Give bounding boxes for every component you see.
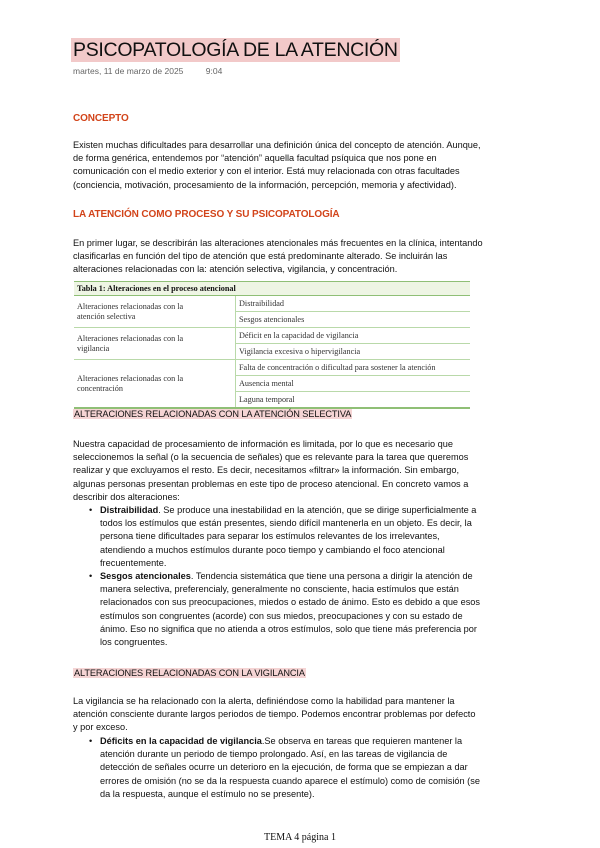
table-cell: Sesgos atencionales xyxy=(236,312,471,328)
text-line: La vigilancia se ha relacionado con la alerta, definiéndose como la habilidad para mantener la xyxy=(73,696,455,706)
table-group-label-line: vigilancia xyxy=(77,343,110,353)
heading-concepto: CONCEPTO xyxy=(73,113,129,124)
text-line: y por exceso. xyxy=(73,722,128,733)
table-cell: Ausencia mental xyxy=(236,376,471,392)
text-line: Existen muchas dificultades para desarrollar una definición única del concepto de atención. Aunque, xyxy=(73,140,481,150)
table-cell: Distraibilidad xyxy=(236,296,471,312)
table-group-label-line: Alteraciones relacionadas con la xyxy=(77,373,184,383)
page-footer: TEMA 4 página 1 xyxy=(264,832,336,843)
text-line: de forma genérica, entendemos por “atención” aquella facultad psíquica que nos pone en xyxy=(73,153,437,164)
heading-vigilancia: ALTERACIONES RELACIONADAS CON LA VIGILANCIA xyxy=(74,668,305,678)
text-line: atención consciente durante largos periodos de tiempo. Podemos encontrar problemas por defecto xyxy=(73,709,476,720)
text-line: . Tendencia sistemática que tiene una persona a dirigir la atención de xyxy=(190,571,473,582)
page-title: PSICOPATOLOGÍA DE LA ATENCIÓN xyxy=(73,39,398,61)
page-time: 9:04 xyxy=(205,66,223,76)
text-line: algunas personas presentan problemas en este tipo de proceso atencional. En concreto vamos a xyxy=(73,478,469,489)
table-group-label xyxy=(74,360,236,409)
table-group-label xyxy=(74,296,236,328)
text-line: . Se produce una inestabilidad en la atención, que se dirige superficialmente a xyxy=(158,505,477,515)
text-line: todos los estímulos que están presentes, siendo difícil mantenerla en un objeto. Es decir, la xyxy=(100,518,472,529)
text-line: realizar y que excluyamos el resto. Es decir, necesitamos «filtrar» la información. Sin embargo, xyxy=(73,465,460,476)
table-row xyxy=(74,360,470,376)
text-line: Nuestra capacidad de procesamiento de información es limitada, por lo que es necesario que xyxy=(73,439,453,449)
list-item xyxy=(100,570,550,649)
text-line: ánimo. Eso no significa que no atienda a otros estímulos, solo que tiene más preferencia por xyxy=(100,623,477,634)
table-group-label-line: atención selectiva xyxy=(77,311,136,321)
table-cell: Déficit en la capacidad de vigilancia xyxy=(236,328,471,344)
paragraph-proceso xyxy=(73,237,535,277)
text-line: .Se observa en tareas que requieren mantener la xyxy=(261,736,463,746)
attention-table xyxy=(74,281,470,409)
table-row xyxy=(74,328,470,344)
text-line: errores de omisión (no se da la respuesta cuando aparece el estímulo) como de comisión (se xyxy=(100,775,480,786)
text-line: En primer lugar, se describirán las alteraciones atencionales más frecuentes en la clínica, intentando xyxy=(73,238,483,248)
table-cell: Falta de concentración o dificultad para sostener la atención xyxy=(236,360,471,376)
text-line: seleccionemos la señal (o la secuencia de señales) que es relevante para la tarea que queremos xyxy=(73,452,469,463)
text-line: alteraciones relacionadas con la: atención selectiva, vigilancia, y concentración. xyxy=(73,264,398,275)
table-caption: Tabla 1: Alteraciones en el proceso atencional xyxy=(74,282,470,296)
text-line: relacionados con sus preocupaciones, miedos o estado de ánimo. Esto es debido a que esos xyxy=(100,597,480,608)
page-date: martes, 11 de marzo de 2025 xyxy=(73,66,184,76)
bullet-term: Distraibilidad xyxy=(100,505,159,515)
bullet-list-vigilancia xyxy=(73,735,550,801)
text-line: frecuentemente. xyxy=(100,557,167,568)
text-line: detección de señales ocurre un deterioro en la ejecución, de forma que se empiezan a dar xyxy=(100,762,468,773)
text-line: atención durante un periodo de tiempo prolongado. Así, en las tareas de vigilancia de xyxy=(100,749,448,760)
table-cell: Vigilancia excesiva o hipervigilancia xyxy=(236,344,471,360)
table-cell: Laguna temporal xyxy=(236,392,471,409)
text-line: manera selectiva, preferencialy, generalmente no consciente, hacia estímulos que están xyxy=(100,584,459,595)
table-group-label-line: concentración xyxy=(77,383,123,393)
text-line: describir dos alteraciones: xyxy=(73,491,180,502)
text-line: los congruentes. xyxy=(100,637,168,648)
text-line: persona tiene dificultades para separar los estímulos relevantes de los irrelevantes, xyxy=(100,531,440,542)
bullet-term: Déficits en la capacidad de vigilancia xyxy=(100,736,262,746)
text-line: da la respuesta, aunque el estímulo no se presente). xyxy=(100,788,315,799)
text-line: comunicación con el medio exterior y con el interior. Está muy relacionada con otras facultades xyxy=(73,166,460,177)
table-row xyxy=(74,296,470,312)
table-group-label-line: Alteraciones relacionadas con la xyxy=(77,333,184,343)
heading-proceso: LA ATENCIÓN COMO PROCESO Y SU PSICOPATOLOGÍA xyxy=(73,209,340,220)
paragraph-selectiva xyxy=(73,438,535,504)
text-line: (conciencia, motivación, procesamiento de la información, percepción, memoria y afectividad). xyxy=(73,179,457,190)
bullet-term: Sesgos atencionales xyxy=(100,571,191,582)
text-line: estímulos son congruentes (acorde) con sus miedos, preocupaciones y con su estado de xyxy=(100,610,463,621)
table-group-label xyxy=(74,328,236,360)
table-group-label-line: Alteraciones relacionadas con la xyxy=(77,301,184,311)
heading-selectiva: ALTERACIONES RELACIONADAS CON LA ATENCIÓN SELECTIVA xyxy=(74,409,352,419)
list-item xyxy=(100,504,550,570)
list-item xyxy=(100,735,550,801)
paragraph-concepto xyxy=(73,139,535,192)
paragraph-vigilancia xyxy=(73,695,535,735)
table-caption-row xyxy=(74,282,470,296)
text-line: atendiendo a muchos estímulos durante poco tiempo y cambiando el foco atencional xyxy=(100,544,445,555)
page-meta xyxy=(73,66,222,76)
bullet-list-selectiva xyxy=(73,504,550,649)
text-line: clasificarlas en función del tipo de atención que está predominante alterado. Se incluirán las xyxy=(73,251,448,262)
